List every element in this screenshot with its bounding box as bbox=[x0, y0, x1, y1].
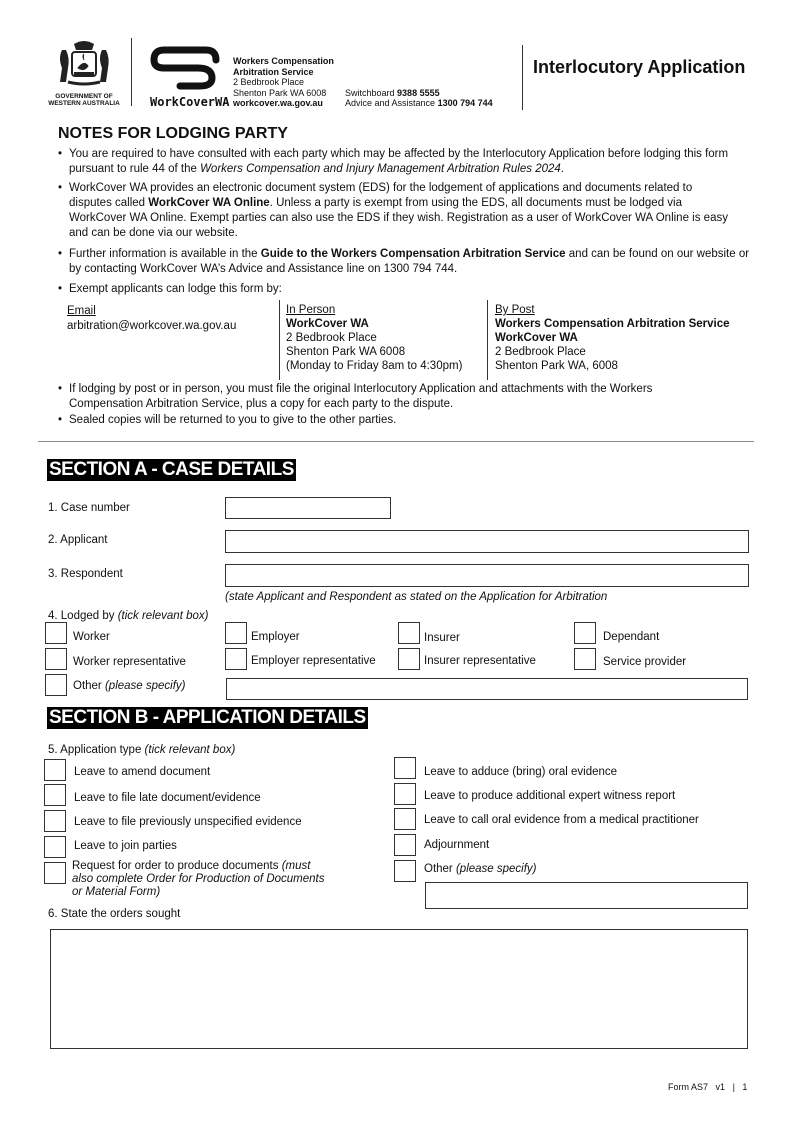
gov-logo-line1: GOVERNMENT OF bbox=[55, 93, 113, 100]
in-person-org: WorkCover WA bbox=[286, 318, 369, 330]
note-eds-pre: WorkCover WA provides an electronic document system (EDS) for the lodgement of applications and documents related to disputes called bbox=[69, 182, 693, 209]
notes-title: NOTES FOR LODGING PARTY bbox=[58, 125, 288, 142]
address-line2-text: Shenton Park WA 6008 bbox=[233, 87, 327, 98]
notes-separator bbox=[38, 441, 754, 442]
request-hint: (must also complete Order for Production of Documents or Material Form) bbox=[72, 860, 325, 898]
gov-logo-line2: WESTERN AUSTRALIA bbox=[48, 100, 120, 107]
switchboard-number: 9388 5555 bbox=[397, 87, 440, 98]
bullet-2: • bbox=[58, 182, 63, 194]
note-consultation bbox=[69, 147, 759, 177]
website-link[interactable]: workcover.wa.gov.au bbox=[233, 98, 323, 108]
other-lodger-input[interactable] bbox=[226, 678, 748, 700]
bullet-4: • bbox=[58, 283, 63, 295]
option-worker-label: Worker bbox=[73, 631, 110, 643]
checkbox-adjournment[interactable] bbox=[394, 834, 416, 856]
app-type-hint: (tick relevant box) bbox=[144, 744, 236, 756]
gov-wa-logo bbox=[48, 38, 120, 108]
checkbox-worker-representative[interactable] bbox=[45, 648, 67, 670]
checkbox-file-late-document[interactable] bbox=[44, 784, 66, 806]
respondent-label: 3. Respondent bbox=[48, 568, 123, 580]
option-file-unspecified-evidence-label: Leave to file previously unspecified evidence bbox=[74, 816, 302, 828]
page-footer bbox=[668, 1082, 747, 1092]
other-lodger-text: Other bbox=[73, 680, 105, 692]
email-address[interactable]: arbitration@workcover.wa.gov.au bbox=[67, 320, 237, 332]
bullet-3: • bbox=[58, 248, 63, 260]
workcover-online-name: WorkCover WA Online bbox=[148, 197, 270, 209]
option-amend-document-label: Leave to amend document bbox=[74, 766, 211, 778]
option-service-provider-label: Service provider bbox=[603, 656, 687, 668]
lodge-post-column bbox=[495, 303, 730, 373]
in-person-addr1: 2 Bedbrook Place bbox=[286, 332, 377, 344]
org-name-line2: Arbitration Service bbox=[233, 66, 314, 77]
checkbox-worker[interactable] bbox=[45, 622, 67, 644]
option-insurer-label: Insurer bbox=[424, 632, 460, 644]
note-consultation-text: You are required to have consulted with each party which may be affected by the Interlocutory Application before lodging this form pursuant to rule 44 of the bbox=[69, 148, 729, 175]
bullet-5: • bbox=[58, 383, 63, 395]
lodge-in-person-column bbox=[286, 303, 462, 373]
bullet-6: • bbox=[58, 414, 63, 426]
header-divider-2 bbox=[522, 45, 523, 110]
post-org1: Workers Compensation Arbitration Service bbox=[495, 318, 730, 330]
option-dependant-label: Dependant bbox=[603, 631, 660, 643]
option-join-parties-label: Leave to join parties bbox=[74, 840, 177, 852]
lodge-email-column bbox=[67, 304, 236, 334]
applicant-input[interactable] bbox=[225, 530, 749, 553]
option-adduce-oral-evidence-label: Leave to adduce (bring) oral evidence bbox=[424, 766, 618, 778]
advice-number: 1300 794 744 bbox=[437, 98, 493, 108]
checkbox-adduce-oral-evidence[interactable] bbox=[394, 757, 416, 779]
lodge-divider-2 bbox=[487, 300, 488, 380]
post-addr2: Shenton Park WA, 6008 bbox=[495, 360, 618, 372]
header-divider-1 bbox=[131, 38, 132, 106]
other-lodger-hint: (please specify) bbox=[104, 680, 186, 692]
checkbox-employer[interactable] bbox=[225, 622, 247, 644]
checkbox-order-produce-documents[interactable] bbox=[44, 862, 66, 884]
form-code: Form AS7 bbox=[668, 1082, 709, 1092]
option-employer-label: Employer bbox=[251, 631, 300, 643]
lodged-by-label bbox=[48, 609, 208, 623]
workcover-logo-text: WorkCoverWA bbox=[150, 95, 230, 109]
checkbox-join-parties[interactable] bbox=[44, 836, 66, 858]
checkbox-other-lodger[interactable] bbox=[45, 674, 67, 696]
post-addr1: 2 Bedbrook Place bbox=[495, 346, 586, 358]
in-person-heading: In Person bbox=[286, 304, 336, 316]
org-address-line1: 2 Bedbrook Place bbox=[233, 77, 305, 87]
checkbox-other-application[interactable] bbox=[394, 860, 416, 882]
bullet-1: • bbox=[58, 148, 63, 160]
switchboard-label: Switchboard bbox=[345, 87, 395, 98]
other-lodger-label bbox=[73, 679, 186, 693]
app-type-label bbox=[48, 743, 235, 757]
note-further-pre: Further information is available in the bbox=[69, 248, 261, 260]
form-version: v1 bbox=[715, 1082, 726, 1092]
org-details bbox=[233, 56, 493, 109]
section-b-title: SECTION B - APPLICATION DETAILS bbox=[49, 707, 366, 728]
in-person-addr2: Shenton Park WA 6008 bbox=[286, 346, 406, 358]
checkbox-expert-witness-report[interactable] bbox=[394, 783, 416, 805]
option-expert-witness-report-label: Leave to produce additional expert witness report bbox=[424, 790, 676, 802]
case-number-input[interactable] bbox=[225, 497, 391, 519]
checkbox-service-provider[interactable] bbox=[574, 648, 596, 670]
org-website-row bbox=[233, 98, 493, 109]
note-further-info bbox=[69, 247, 759, 277]
option-file-late-document-label: Leave to file late document/evidence bbox=[74, 792, 261, 804]
respondent-note: (state Applicant and Respondent as stated on the Application for Arbitration bbox=[225, 591, 608, 603]
option-adjournment-label: Adjournment bbox=[424, 839, 490, 851]
note-further-post: and can be found on our website or by contacting WorkCover WA’s Advice and Assistance line on 1300 794 744. bbox=[69, 248, 750, 275]
post-org2: WorkCover WA bbox=[495, 332, 578, 344]
advice-label: Advice and Assistance bbox=[345, 98, 436, 108]
lodged-by-hint: (tick relevant box) bbox=[117, 610, 209, 622]
rules-title: Workers Compensation and Injury Management Arbitration Rules 2024 bbox=[200, 163, 561, 175]
app-type-text: 5. Application type bbox=[48, 744, 145, 756]
note-exempt: Exempt applicants can lodge this form by: bbox=[69, 283, 282, 295]
checkbox-insurer[interactable] bbox=[398, 622, 420, 644]
other-application-input[interactable] bbox=[425, 882, 748, 909]
note-eds-post: . Unless a party is exempt from using the EDS, all documents must be lodged via WorkCover WA Online. Exempt parties can also use the EDS if they wish. Registration as a user of WorkCover WA Online is easy and can be done via our website. bbox=[69, 197, 728, 239]
applicant-label: 2. Applicant bbox=[48, 534, 108, 546]
orders-sought-label: 6. State the orders sought bbox=[48, 908, 181, 920]
option-worker-representative-label: Worker representative bbox=[73, 656, 186, 668]
note-post-in-person: If lodging by post or in person, you must file the original Interlocutory Application and attachments with the Workers Compensation Arbitration Service, plus a copy for each party to the dispute. bbox=[69, 383, 653, 410]
option-employer-representative-label: Employer representative bbox=[251, 655, 376, 667]
option-medical-practitioner-evidence-label: Leave to call oral evidence from a medical practitioner bbox=[424, 814, 699, 826]
note-consultation-end: . bbox=[560, 163, 564, 175]
workcover-logo bbox=[150, 44, 230, 109]
guide-title: Guide to the Workers Compensation Arbitration Service bbox=[260, 248, 566, 260]
page-number: 1 bbox=[742, 1082, 748, 1092]
form-title: Interlocutory Application bbox=[533, 57, 746, 77]
respondent-input[interactable] bbox=[225, 564, 749, 587]
other-application-label bbox=[424, 862, 537, 876]
lodge-divider-1 bbox=[279, 300, 280, 380]
checkbox-insurer-representative[interactable] bbox=[398, 648, 420, 670]
request-text: Request for order to produce documents bbox=[72, 860, 282, 872]
note-sealed-copies: Sealed copies will be returned to you to give to the other parties. bbox=[69, 414, 397, 426]
note-eds bbox=[69, 181, 729, 241]
section-a-title: SECTION A - CASE DETAILS bbox=[49, 459, 294, 480]
checkbox-medical-practitioner-evidence[interactable] bbox=[394, 808, 416, 830]
lodged-by-text: 4. Lodged by bbox=[48, 610, 118, 622]
coat-of-arms-icon bbox=[48, 38, 120, 88]
orders-sought-textarea[interactable] bbox=[50, 929, 748, 1049]
checkbox-employer-representative[interactable] bbox=[225, 648, 247, 670]
post-heading: By Post bbox=[495, 304, 535, 316]
checkbox-amend-document[interactable] bbox=[44, 759, 66, 781]
org-address-line2 bbox=[233, 88, 493, 99]
in-person-hours: (Monday to Friday 8am to 4:30pm) bbox=[286, 360, 463, 372]
email-heading: Email bbox=[67, 305, 96, 317]
other-application-text: Other bbox=[424, 863, 456, 875]
checkbox-file-unspecified-evidence[interactable] bbox=[44, 810, 66, 832]
workcover-swirl-icon bbox=[150, 44, 220, 90]
other-application-hint: (please specify) bbox=[455, 863, 537, 875]
checkbox-dependant[interactable] bbox=[574, 622, 596, 644]
case-number-label: 1. Case number bbox=[48, 502, 130, 514]
option-insurer-representative-label: Insurer representative bbox=[424, 655, 536, 667]
org-name-line1: Workers Compensation bbox=[233, 56, 334, 66]
option-order-produce-documents-label bbox=[72, 860, 332, 899]
footer-separator: | bbox=[732, 1082, 735, 1092]
